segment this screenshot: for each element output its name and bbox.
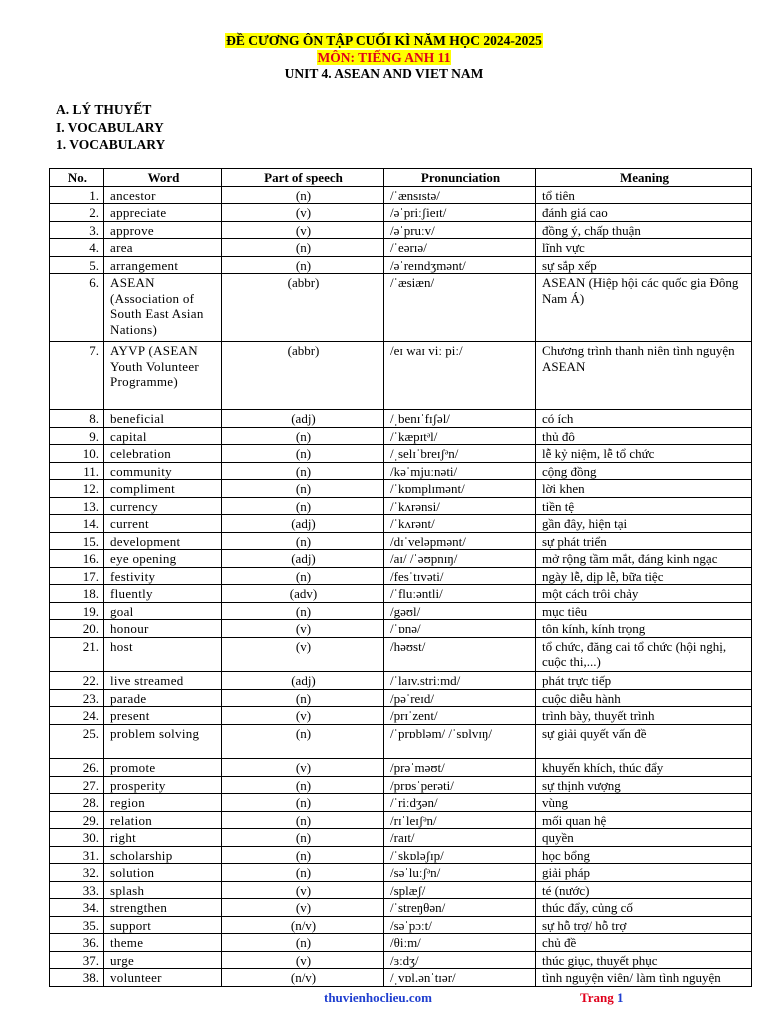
document-header bbox=[0, 33, 768, 83]
vocabulary-table-header bbox=[50, 169, 752, 187]
cell-no: 13. bbox=[50, 497, 104, 515]
cell-part-of-speech: (n) bbox=[222, 934, 384, 952]
section-a-heading: A. LÝ THUYẾT bbox=[56, 102, 152, 117]
cell-meaning: Chương trình thanh niên tình nguyện ASEAN bbox=[536, 342, 752, 410]
cell-no: 9. bbox=[50, 427, 104, 445]
cell-word: development bbox=[104, 532, 222, 550]
cell-word: scholarship bbox=[104, 846, 222, 864]
cell-part-of-speech: (v) bbox=[222, 620, 384, 638]
cell-pronunciation: /ˌvɒl.ənˈtɪər/ bbox=[384, 969, 536, 987]
footer-page-number bbox=[580, 990, 623, 1006]
vocabulary-table-body bbox=[50, 186, 752, 986]
cell-no: 37. bbox=[50, 951, 104, 969]
cell-no: 26. bbox=[50, 759, 104, 777]
table-row bbox=[50, 864, 752, 882]
cell-part-of-speech: (n) bbox=[222, 776, 384, 794]
table-row bbox=[50, 794, 752, 812]
table-row bbox=[50, 969, 752, 987]
cell-part-of-speech: (n) bbox=[222, 829, 384, 847]
cell-word: host bbox=[104, 637, 222, 672]
cell-part-of-speech: (v) bbox=[222, 951, 384, 969]
cell-word: fluently bbox=[104, 585, 222, 603]
column-header-pronunciation: Pronunciation bbox=[384, 169, 536, 187]
cell-meaning: tổ chức, đăng cai tổ chức (hội nghị, cuộc thi,...) bbox=[536, 637, 752, 672]
unit-title: UNIT 4. ASEAN AND VIET NAM bbox=[284, 66, 484, 81]
cell-meaning: sự thịnh vượng bbox=[536, 776, 752, 794]
cell-part-of-speech: (n) bbox=[222, 462, 384, 480]
cell-pronunciation: /ˈlaɪv.striːmd/ bbox=[384, 672, 536, 690]
table-row bbox=[50, 759, 752, 777]
cell-word: compliment bbox=[104, 480, 222, 498]
cell-part-of-speech: (adj) bbox=[222, 672, 384, 690]
cell-word: volunteer bbox=[104, 969, 222, 987]
cell-word: promote bbox=[104, 759, 222, 777]
table-row bbox=[50, 239, 752, 257]
cell-word: ASEAN (Association of South East Asian Nations) bbox=[104, 274, 222, 342]
cell-part-of-speech: (v) bbox=[222, 637, 384, 672]
table-row bbox=[50, 934, 752, 952]
cell-part-of-speech: (v) bbox=[222, 221, 384, 239]
column-header-no: No. bbox=[50, 169, 104, 187]
table-row bbox=[50, 899, 752, 917]
column-header-part-of-speech: Part of speech bbox=[222, 169, 384, 187]
footer-site-link[interactable]: thuvienhoclieu.com bbox=[324, 990, 432, 1005]
table-row bbox=[50, 204, 752, 222]
cell-meaning: khuyến khích, thúc đẩy bbox=[536, 759, 752, 777]
cell-pronunciation: /ˈriːdʒən/ bbox=[384, 794, 536, 812]
cell-meaning: mục tiêu bbox=[536, 602, 752, 620]
cell-word: parade bbox=[104, 689, 222, 707]
cell-part-of-speech: (n) bbox=[222, 846, 384, 864]
cell-meaning: sự sắp xếp bbox=[536, 256, 752, 274]
cell-word: beneficial bbox=[104, 410, 222, 428]
table-row bbox=[50, 342, 752, 410]
cell-word: prosperity bbox=[104, 776, 222, 794]
cell-part-of-speech: (n) bbox=[222, 427, 384, 445]
cell-no: 38. bbox=[50, 969, 104, 987]
cell-part-of-speech: (n) bbox=[222, 256, 384, 274]
cell-meaning: sự hỗ trợ/ hỗ trợ bbox=[536, 916, 752, 934]
cell-no: 34. bbox=[50, 899, 104, 917]
table-row bbox=[50, 672, 752, 690]
cell-part-of-speech: (n) bbox=[222, 794, 384, 812]
cell-meaning: thúc giục, thuyết phục bbox=[536, 951, 752, 969]
cell-pronunciation: /əˈpruːv/ bbox=[384, 221, 536, 239]
cell-no: 21. bbox=[50, 637, 104, 672]
cell-pronunciation: /ˈkʌrənt/ bbox=[384, 515, 536, 533]
table-row bbox=[50, 550, 752, 568]
cell-word: ancestor bbox=[104, 186, 222, 204]
cell-pronunciation: /ˌselɪˈbreɪʃᵊn/ bbox=[384, 445, 536, 463]
table-row bbox=[50, 497, 752, 515]
cell-word: celebration bbox=[104, 445, 222, 463]
table-row bbox=[50, 480, 752, 498]
cell-no: 22. bbox=[50, 672, 104, 690]
cell-part-of-speech: (n) bbox=[222, 445, 384, 463]
cell-meaning: mở rộng tầm mắt, đáng kinh ngạc bbox=[536, 550, 752, 568]
cell-part-of-speech: (n/v) bbox=[222, 969, 384, 987]
cell-no: 6. bbox=[50, 274, 104, 342]
cell-part-of-speech: (n/v) bbox=[222, 916, 384, 934]
cell-word: strengthen bbox=[104, 899, 222, 917]
table-row bbox=[50, 637, 752, 672]
cell-pronunciation: /splæʃ/ bbox=[384, 881, 536, 899]
cell-pronunciation: /ˌbenɪˈfɪʃəl/ bbox=[384, 410, 536, 428]
cell-no: 12. bbox=[50, 480, 104, 498]
cell-part-of-speech: (n) bbox=[222, 864, 384, 882]
cell-pronunciation: /θiːm/ bbox=[384, 934, 536, 952]
cell-no: 2. bbox=[50, 204, 104, 222]
cell-word: theme bbox=[104, 934, 222, 952]
cell-word: support bbox=[104, 916, 222, 934]
cell-word: festivity bbox=[104, 567, 222, 585]
subject-line: MÔN: TIẾNG ANH 11 bbox=[317, 49, 451, 65]
cell-word: appreciate bbox=[104, 204, 222, 222]
cell-pronunciation: /ˈæsiæn/ bbox=[384, 274, 536, 342]
cell-meaning: đồng ý, chấp thuận bbox=[536, 221, 752, 239]
cell-part-of-speech: (n) bbox=[222, 480, 384, 498]
cell-part-of-speech: (adj) bbox=[222, 515, 384, 533]
cell-meaning: tôn kính, kính trọng bbox=[536, 620, 752, 638]
cell-word: live streamed bbox=[104, 672, 222, 690]
cell-part-of-speech: (v) bbox=[222, 204, 384, 222]
cell-pronunciation: /prɪˈzent/ bbox=[384, 707, 536, 725]
table-row bbox=[50, 186, 752, 204]
cell-no: 25. bbox=[50, 724, 104, 759]
table-row bbox=[50, 916, 752, 934]
cell-pronunciation: /gəʊl/ bbox=[384, 602, 536, 620]
cell-pronunciation: /ˈkʌrənsi/ bbox=[384, 497, 536, 515]
cell-meaning: sự giải quyết vấn đề bbox=[536, 724, 752, 759]
cell-word: present bbox=[104, 707, 222, 725]
cell-word: right bbox=[104, 829, 222, 847]
table-row bbox=[50, 445, 752, 463]
cell-no: 32. bbox=[50, 864, 104, 882]
cell-meaning: tình nguyện viên/ làm tình nguyện bbox=[536, 969, 752, 987]
cell-word: honour bbox=[104, 620, 222, 638]
cell-no: 7. bbox=[50, 342, 104, 410]
cell-pronunciation: /fesˈtɪvəti/ bbox=[384, 567, 536, 585]
table-row bbox=[50, 724, 752, 759]
cell-no: 3. bbox=[50, 221, 104, 239]
cell-no: 17. bbox=[50, 567, 104, 585]
column-header-meaning: Meaning bbox=[536, 169, 752, 187]
cell-no: 4. bbox=[50, 239, 104, 257]
cell-pronunciation: /ˈprɒbləm/ /ˈsɒlvɪŋ/ bbox=[384, 724, 536, 759]
cell-pronunciation: /kəˈmjuːnəti/ bbox=[384, 462, 536, 480]
cell-no: 31. bbox=[50, 846, 104, 864]
table-row bbox=[50, 274, 752, 342]
cell-meaning: thúc đẩy, củng cố bbox=[536, 899, 752, 917]
cell-meaning: chủ đề bbox=[536, 934, 752, 952]
cell-meaning: thủ đô bbox=[536, 427, 752, 445]
cell-pronunciation: /səˈpɔːt/ bbox=[384, 916, 536, 934]
cell-no: 19. bbox=[50, 602, 104, 620]
cell-word: relation bbox=[104, 811, 222, 829]
column-header-word: Word bbox=[104, 169, 222, 187]
cell-word: splash bbox=[104, 881, 222, 899]
cell-no: 14. bbox=[50, 515, 104, 533]
cell-pronunciation: /rɪˈleɪʃᵊn/ bbox=[384, 811, 536, 829]
cell-part-of-speech: (v) bbox=[222, 899, 384, 917]
cell-meaning: có ích bbox=[536, 410, 752, 428]
cell-meaning: phát trực tiếp bbox=[536, 672, 752, 690]
cell-pronunciation: /ˈkæpɪtᵊl/ bbox=[384, 427, 536, 445]
cell-part-of-speech: (n) bbox=[222, 602, 384, 620]
cell-pronunciation: /ˈkɒmplɪmənt/ bbox=[384, 480, 536, 498]
section-headings bbox=[56, 101, 165, 154]
cell-no: 8. bbox=[50, 410, 104, 428]
cell-part-of-speech: (v) bbox=[222, 759, 384, 777]
cell-pronunciation: /səˈluːʃᵊn/ bbox=[384, 864, 536, 882]
cell-meaning: mối quan hệ bbox=[536, 811, 752, 829]
cell-no: 16. bbox=[50, 550, 104, 568]
cell-pronunciation: /əˈpriːʃieɪt/ bbox=[384, 204, 536, 222]
table-row bbox=[50, 462, 752, 480]
cell-no: 30. bbox=[50, 829, 104, 847]
cell-meaning: sự phát triển bbox=[536, 532, 752, 550]
cell-part-of-speech: (abbr) bbox=[222, 274, 384, 342]
page-number: 1 bbox=[616, 990, 624, 1005]
cell-word: capital bbox=[104, 427, 222, 445]
cell-pronunciation: /aɪ/ /ˈəʊpnɪŋ/ bbox=[384, 550, 536, 568]
vocabulary-table bbox=[49, 168, 752, 987]
cell-no: 10. bbox=[50, 445, 104, 463]
cell-meaning: cuộc diễu hành bbox=[536, 689, 752, 707]
table-row bbox=[50, 689, 752, 707]
table-row bbox=[50, 846, 752, 864]
cell-no: 29. bbox=[50, 811, 104, 829]
table-row bbox=[50, 410, 752, 428]
table-row bbox=[50, 585, 752, 603]
document-title: ĐỀ CƯƠNG ÔN TẬP CUỐI KÌ NĂM HỌC 2024-2025 bbox=[226, 33, 542, 48]
cell-pronunciation: /ˈskɒləʃɪp/ bbox=[384, 846, 536, 864]
table-row bbox=[50, 951, 752, 969]
cell-word: region bbox=[104, 794, 222, 812]
cell-pronunciation: /dɪˈveləpmənt/ bbox=[384, 532, 536, 550]
cell-word: solution bbox=[104, 864, 222, 882]
cell-no: 15. bbox=[50, 532, 104, 550]
cell-meaning: lời khen bbox=[536, 480, 752, 498]
cell-meaning: giải pháp bbox=[536, 864, 752, 882]
cell-meaning: trình bày, thuyết trình bbox=[536, 707, 752, 725]
cell-no: 23. bbox=[50, 689, 104, 707]
cell-pronunciation: /ˈɒnə/ bbox=[384, 620, 536, 638]
cell-word: approve bbox=[104, 221, 222, 239]
cell-word: goal bbox=[104, 602, 222, 620]
cell-pronunciation: /eɪ waɪ viː piː/ bbox=[384, 342, 536, 410]
cell-meaning: vùng bbox=[536, 794, 752, 812]
cell-pronunciation: /ˈeərɪə/ bbox=[384, 239, 536, 257]
cell-no: 36. bbox=[50, 934, 104, 952]
cell-pronunciation: /pəˈreɪd/ bbox=[384, 689, 536, 707]
cell-word: currency bbox=[104, 497, 222, 515]
cell-pronunciation: /ˈænsɪstə/ bbox=[384, 186, 536, 204]
cell-part-of-speech: (n) bbox=[222, 186, 384, 204]
cell-no: 5. bbox=[50, 256, 104, 274]
cell-no: 18. bbox=[50, 585, 104, 603]
cell-word: arrangement bbox=[104, 256, 222, 274]
cell-meaning: tổ tiên bbox=[536, 186, 752, 204]
section-i-heading: I. VOCABULARY bbox=[56, 119, 164, 135]
cell-pronunciation: /ɜːdʒ/ bbox=[384, 951, 536, 969]
cell-pronunciation: /prɒsˈperəti/ bbox=[384, 776, 536, 794]
page-label: Trang bbox=[580, 990, 614, 1005]
table-row bbox=[50, 602, 752, 620]
cell-meaning: ngày lễ, dịp lễ, bữa tiệc bbox=[536, 567, 752, 585]
table-row bbox=[50, 567, 752, 585]
cell-part-of-speech: (adj) bbox=[222, 410, 384, 428]
cell-pronunciation: /ˈstreŋθən/ bbox=[384, 899, 536, 917]
table-row bbox=[50, 881, 752, 899]
cell-part-of-speech: (n) bbox=[222, 724, 384, 759]
section-1-heading: 1. VOCABULARY bbox=[56, 137, 166, 152]
table-row bbox=[50, 829, 752, 847]
cell-pronunciation: /ˈfluːəntli/ bbox=[384, 585, 536, 603]
cell-part-of-speech: (n) bbox=[222, 567, 384, 585]
cell-word: eye opening bbox=[104, 550, 222, 568]
cell-meaning: một cách trôi chảy bbox=[536, 585, 752, 603]
table-row bbox=[50, 515, 752, 533]
cell-no: 11. bbox=[50, 462, 104, 480]
cell-word: AYVP (ASEAN Youth Volunteer Programme) bbox=[104, 342, 222, 410]
cell-part-of-speech: (v) bbox=[222, 707, 384, 725]
cell-meaning: cộng đồng bbox=[536, 462, 752, 480]
cell-word: current bbox=[104, 515, 222, 533]
cell-meaning: tiền tệ bbox=[536, 497, 752, 515]
cell-meaning: té (nước) bbox=[536, 881, 752, 899]
cell-word: problem solving bbox=[104, 724, 222, 759]
cell-no: 35. bbox=[50, 916, 104, 934]
cell-meaning: học bổng bbox=[536, 846, 752, 864]
cell-part-of-speech: (n) bbox=[222, 811, 384, 829]
cell-part-of-speech: (v) bbox=[222, 881, 384, 899]
cell-pronunciation: /əˈreɪndʒmənt/ bbox=[384, 256, 536, 274]
cell-part-of-speech: (abbr) bbox=[222, 342, 384, 410]
cell-meaning: đánh giá cao bbox=[536, 204, 752, 222]
cell-part-of-speech: (n) bbox=[222, 497, 384, 515]
table-row bbox=[50, 776, 752, 794]
cell-word: community bbox=[104, 462, 222, 480]
cell-part-of-speech: (n) bbox=[222, 239, 384, 257]
table-row bbox=[50, 221, 752, 239]
table-row bbox=[50, 620, 752, 638]
cell-meaning: quyền bbox=[536, 829, 752, 847]
cell-pronunciation: /raɪt/ bbox=[384, 829, 536, 847]
cell-pronunciation: /prəˈməʊt/ bbox=[384, 759, 536, 777]
cell-part-of-speech: (n) bbox=[222, 689, 384, 707]
cell-meaning: lĩnh vực bbox=[536, 239, 752, 257]
cell-word: urge bbox=[104, 951, 222, 969]
cell-part-of-speech: (adv) bbox=[222, 585, 384, 603]
cell-meaning: ASEAN (Hiệp hội các quốc gia Đông Nam Á) bbox=[536, 274, 752, 342]
cell-part-of-speech: (n) bbox=[222, 532, 384, 550]
cell-no: 1. bbox=[50, 186, 104, 204]
table-row bbox=[50, 532, 752, 550]
cell-word: area bbox=[104, 239, 222, 257]
cell-no: 28. bbox=[50, 794, 104, 812]
cell-no: 24. bbox=[50, 707, 104, 725]
table-row bbox=[50, 256, 752, 274]
cell-meaning: gần đây, hiện tại bbox=[536, 515, 752, 533]
table-row bbox=[50, 811, 752, 829]
table-row bbox=[50, 707, 752, 725]
cell-no: 20. bbox=[50, 620, 104, 638]
cell-part-of-speech: (adj) bbox=[222, 550, 384, 568]
cell-pronunciation: /həʊst/ bbox=[384, 637, 536, 672]
cell-no: 33. bbox=[50, 881, 104, 899]
table-row bbox=[50, 427, 752, 445]
cell-meaning: lễ kỷ niệm, lễ tổ chức bbox=[536, 445, 752, 463]
cell-no: 27. bbox=[50, 776, 104, 794]
